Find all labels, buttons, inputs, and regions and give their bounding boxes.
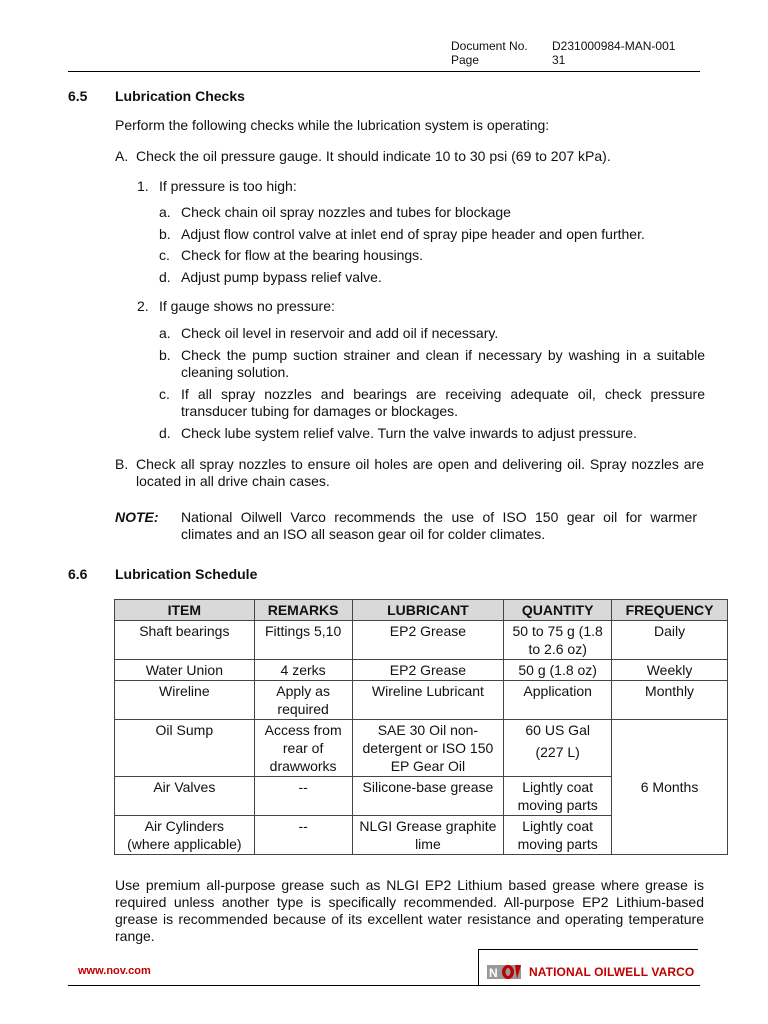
cell-item: Wireline bbox=[115, 681, 255, 720]
cell-lubricant: Wireline Lubricant bbox=[352, 681, 504, 720]
page-number: 31 bbox=[552, 53, 566, 67]
section-title: Lubrication Checks bbox=[115, 88, 245, 104]
document-number-value: D231000984-MAN-001 bbox=[552, 39, 676, 53]
step-1-text: If pressure is too high: bbox=[159, 178, 297, 194]
cell-quantity: Lightly coat moving parts bbox=[504, 816, 612, 855]
cell-item: Shaft bearings bbox=[115, 621, 255, 660]
step-2d-text: Check lube system relief valve. Turn the valve inwards to adjust pressure. bbox=[181, 425, 637, 441]
logo-wordmark: NATIONAL OILWELL VARCO bbox=[529, 965, 695, 979]
cell-quantity bbox=[504, 720, 612, 777]
step-1d-label: d. bbox=[159, 269, 171, 285]
header-divider bbox=[68, 71, 700, 72]
table-header-row bbox=[115, 600, 728, 621]
column-header-remarks: REMARKS bbox=[254, 600, 352, 621]
item-line: Air Cylinders bbox=[144, 818, 225, 834]
lubrication-schedule-table bbox=[114, 599, 728, 855]
step-1c-text: Check for flow at the bearing housings. bbox=[181, 247, 424, 263]
document-number-label: Document No. bbox=[451, 39, 528, 53]
step-1a-label: a. bbox=[159, 204, 171, 220]
section-number: 6.6 bbox=[68, 566, 88, 582]
item-b-label: B. bbox=[115, 456, 129, 472]
table-row bbox=[115, 621, 728, 660]
page-label: Page bbox=[451, 53, 480, 67]
step-2a-text: Check oil level in reservoir and add oil if necessary. bbox=[181, 325, 499, 341]
cell-quantity: Application bbox=[504, 681, 612, 720]
table-row bbox=[115, 681, 728, 720]
cell-quantity: 50 to 75 g (1.8 to 2.6 oz) bbox=[504, 621, 612, 660]
cell-lubricant: Silicone-base grease bbox=[352, 777, 504, 816]
item-a-label: A. bbox=[115, 148, 129, 164]
step-2b-label: b. bbox=[159, 347, 171, 363]
item-line: (where applicable) bbox=[127, 836, 242, 852]
step-2c-text: If all spray nozzles and bearings are receiving adequate oil, check pressure transducer tubing for damages or blockages. bbox=[181, 386, 705, 419]
svg-text:N: N bbox=[489, 966, 498, 980]
step-2-text: If gauge shows no pressure: bbox=[159, 298, 335, 314]
nov-logo-icon bbox=[487, 961, 525, 983]
section-heading-6-6 bbox=[68, 566, 257, 582]
item-a-text: Check the oil pressure gauge. It should indicate 10 to 30 psi (69 to 207 kPa). bbox=[136, 148, 611, 164]
cell-remarks: Apply as required bbox=[254, 681, 352, 720]
step-2c-label: c. bbox=[159, 386, 170, 402]
footer-logo-divider bbox=[478, 949, 698, 950]
document-header bbox=[451, 39, 675, 67]
cell-item: Oil Sump bbox=[115, 720, 255, 777]
cell-quantity: 50 g (1.8 oz) bbox=[504, 660, 612, 681]
note-label: NOTE: bbox=[115, 509, 159, 525]
cell-frequency: 6 Months bbox=[612, 720, 728, 855]
item-b-text: Check all spray nozzles to ensure oil holes are open and delivering oil. Spray nozzles are located in all drive chain cases. bbox=[136, 456, 704, 489]
footer-divider bbox=[68, 985, 700, 986]
cell-remarks: Fittings 5,10 bbox=[254, 621, 352, 660]
cell-lubricant: NLGI Grease graphite lime bbox=[352, 816, 504, 855]
table-row bbox=[115, 720, 728, 777]
quantity-line: 60 US Gal bbox=[525, 722, 590, 738]
note-text: National Oilwell Varco recommends the use of ISO 150 gear oil for warmer climates and an ISO all season gear oil for colder climates. bbox=[181, 509, 697, 542]
cell-remarks: -- bbox=[254, 777, 352, 816]
step-2a-label: a. bbox=[159, 325, 171, 341]
section-heading-6-5 bbox=[68, 88, 245, 104]
cell-frequency: Daily bbox=[612, 621, 728, 660]
step-1d-text: Adjust pump bypass relief valve. bbox=[181, 269, 382, 285]
step-1-label: 1. bbox=[137, 178, 149, 194]
cell-lubricant: EP2 Grease bbox=[352, 660, 504, 681]
cell-quantity: Lightly coat moving parts bbox=[504, 777, 612, 816]
section-title: Lubrication Schedule bbox=[115, 566, 258, 582]
column-header-item: ITEM bbox=[115, 600, 255, 621]
cell-item bbox=[115, 816, 255, 855]
cell-item: Water Union bbox=[115, 660, 255, 681]
cell-remarks: Access from rear of drawworks bbox=[254, 720, 352, 777]
footer-logo-divider-vertical bbox=[478, 949, 479, 985]
website-link[interactable]: www.nov.com bbox=[78, 965, 151, 977]
table-row bbox=[115, 660, 728, 681]
column-header-quantity: QUANTITY bbox=[504, 600, 612, 621]
step-2-label: 2. bbox=[137, 298, 149, 314]
intro-paragraph: Perform the following checks while the lubrication system is operating: bbox=[115, 117, 550, 133]
column-header-frequency: FREQUENCY bbox=[612, 600, 728, 621]
quantity-line: (227 L) bbox=[535, 744, 580, 760]
column-header-lubricant: LUBRICANT bbox=[352, 600, 504, 621]
step-1b-label: b. bbox=[159, 226, 171, 242]
closing-paragraph: Use premium all-purpose grease such as NLGI EP2 Lithium based grease where grease is required unless another type is specifically recommended. All-purpose EP2 Lithium-based grease is recommended because of its excellent water resistance and operating temperature range. bbox=[115, 877, 704, 944]
step-1b-text: Adjust flow control valve at inlet end of spray pipe header and open further. bbox=[181, 226, 645, 242]
cell-lubricant: SAE 30 Oil non-detergent or ISO 150 EP Gear Oil bbox=[352, 720, 504, 777]
cell-remarks: -- bbox=[254, 816, 352, 855]
cell-lubricant: EP2 Grease bbox=[352, 621, 504, 660]
cell-frequency: Weekly bbox=[612, 660, 728, 681]
cell-remarks: 4 zerks bbox=[254, 660, 352, 681]
company-logo bbox=[487, 961, 694, 983]
step-2d-label: d. bbox=[159, 425, 171, 441]
section-number: 6.5 bbox=[68, 88, 88, 104]
cell-frequency: Monthly bbox=[612, 681, 728, 720]
step-2b-text: Check the pump suction strainer and clean if necessary by washing in a suitable cleaning solution. bbox=[181, 347, 705, 380]
cell-item: Air Valves bbox=[115, 777, 255, 816]
step-1a-text: Check chain oil spray nozzles and tubes for blockage bbox=[181, 204, 511, 220]
step-1c-label: c. bbox=[159, 247, 170, 263]
